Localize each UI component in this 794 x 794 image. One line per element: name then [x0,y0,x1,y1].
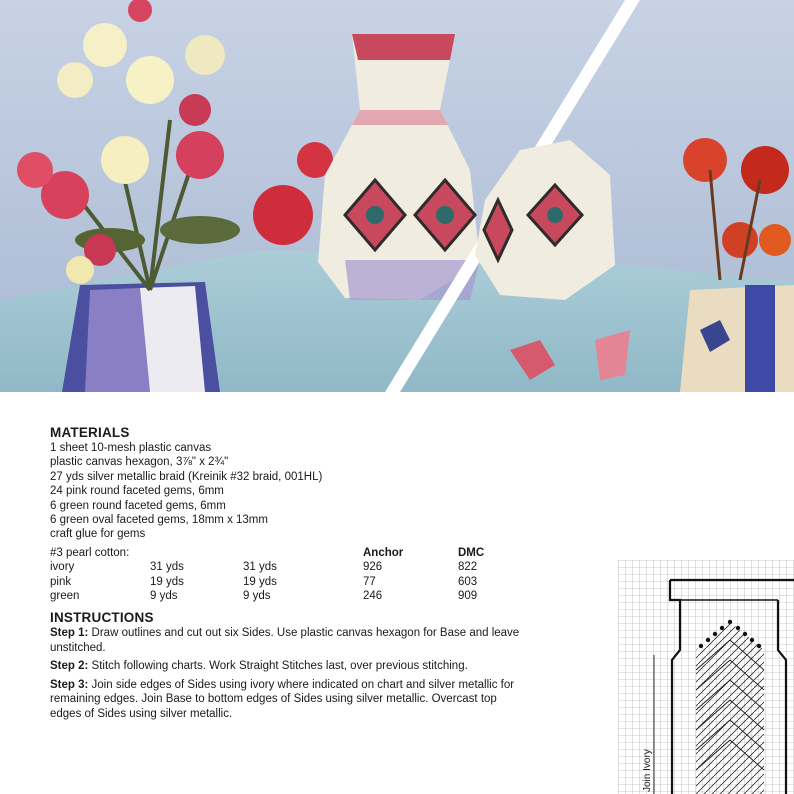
instructions-heading: INSTRUCTIONS [50,610,154,626]
yarn-table-header [50,546,520,560]
yarn-amount: 31 yds [150,561,184,574]
yarn-amount: 19 yds [150,575,184,588]
step-text: Stitch following charts. Work Straight Stitches last, over previous stitching. [88,660,468,673]
step-label: Step 1: [50,627,89,640]
yarn-header-cell: DMC [458,546,485,559]
materials-line: 6 green round faceted gems, 6mm [50,499,226,512]
yarn-color: green [50,590,80,603]
stitch-chart [618,560,794,794]
materials-heading: MATERIALS [50,425,130,440]
pattern-text [50,424,520,725]
step-text: Join side edges of Sides using ivory where indicated on chart and silver metallic for remaining edges. Join Base to bottom edges of Sides using silver metallic. Overcast top edges of Sides using silver metallic. [50,678,515,720]
product-photo [0,0,794,392]
materials-line: craft glue for gems [50,528,146,541]
yarn-dmc: 603 [458,575,478,588]
yarn-row [50,575,520,589]
step-label: Step 3: [50,678,89,691]
instruction-step [50,678,520,721]
yarn-row [50,560,520,574]
yarn-header-cell [150,546,243,560]
yarn-color: ivory [50,561,75,574]
yarn-dmc: 822 [458,561,478,574]
yarn-dmc: 909 [458,590,478,603]
yarn-amount: 19 yds [243,575,277,588]
step-text: Draw outlines and cut out six Sides. Use plastic canvas hexagon for Base and leave unstitched. [50,627,520,654]
yarn-amount: 9 yds [243,590,271,603]
materials-line: 6 green oval faceted gems, 18mm x 13mm [50,514,268,527]
materials-line: plastic canvas hexagon, 3⅞" x 2¾" [50,456,229,469]
yarn-header-cell: #3 pearl cotton: [50,546,130,559]
materials-line: 27 yds silver metallic braid (Kreinik #32 braid, 001HL) [50,470,323,483]
yarn-anchor: 926 [363,561,383,574]
instructions [50,609,520,720]
materials-list [50,441,520,542]
yarn-header-cell: Anchor [363,546,404,559]
yarn-table [50,546,520,604]
yarn-amount: 9 yds [150,590,178,603]
yarn-header-cell [243,546,363,560]
instruction-step [50,626,520,655]
yarn-anchor: 77 [363,575,376,588]
yarn-color: pink [50,575,72,588]
materials-line: 1 sheet 10-mesh plastic canvas [50,442,212,454]
yarn-amount: 31 yds [243,561,277,574]
instruction-step [50,659,520,673]
yarn-row [50,589,520,603]
step-label: Step 2: [50,660,89,673]
materials-line: 24 pink round faceted gems, 6mm [50,485,224,498]
chart-label: Join Ivory [642,749,653,792]
yarn-anchor: 246 [363,590,383,603]
